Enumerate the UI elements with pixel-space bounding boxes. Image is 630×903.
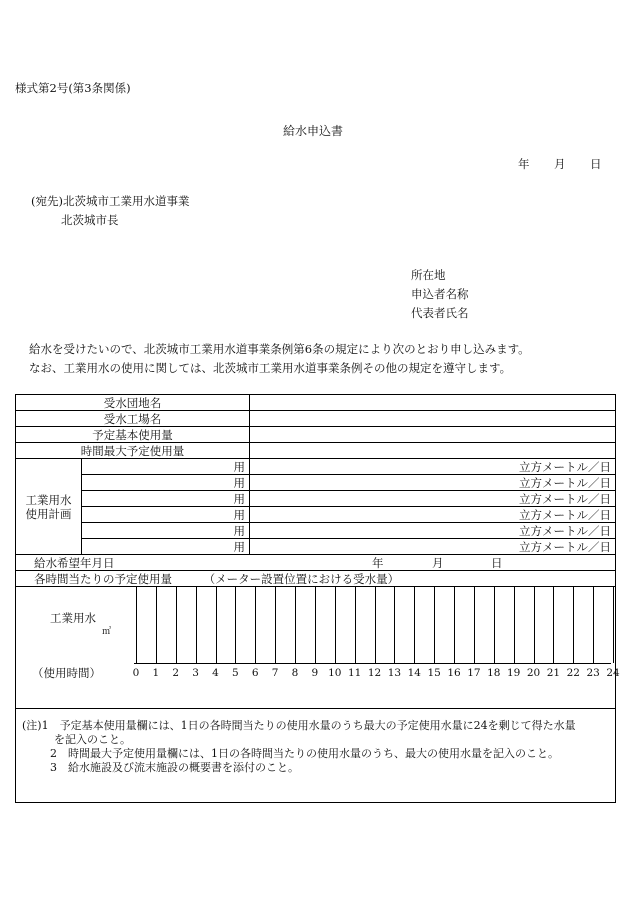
hour-grid-line	[434, 587, 435, 663]
usage-amount-4[interactable]: 立方メートル／日	[250, 507, 616, 523]
hour-label: 15	[427, 667, 441, 679]
m3-unit: ㎥	[102, 627, 112, 637]
hour-label: 2	[172, 667, 180, 679]
hour-grid-line	[176, 587, 177, 663]
hour-grid-line	[315, 587, 316, 663]
hour-label: 1	[152, 667, 160, 679]
usage-purpose-3[interactable]: 用	[82, 491, 250, 507]
addressee-line2: 北茨城市長	[61, 213, 119, 227]
usage-purpose-2[interactable]: 用	[82, 475, 250, 491]
notes-cell	[16, 709, 616, 803]
hour-grid-line	[355, 587, 356, 663]
hour-label: 7	[271, 667, 279, 679]
hour-grid-line	[534, 587, 535, 663]
usage-plan-label-2: 使用計画	[25, 506, 72, 521]
usage-purpose-5[interactable]: 用	[82, 523, 250, 539]
note-1b: を記入のこと。	[54, 733, 131, 746]
hour-label: 18	[487, 667, 501, 679]
hourly-usage-label: 各時間当たりの予定使用量	[34, 571, 172, 586]
hourly-usage-note: （メーター設置位置における受水量）	[203, 571, 400, 586]
hour-label: 5	[232, 667, 239, 679]
hour-grid-line	[593, 587, 594, 663]
receive-area-label: 受水団地名	[16, 395, 250, 411]
usage-purpose-1[interactable]: 用	[82, 459, 250, 475]
hour-grid-line	[275, 587, 276, 663]
form-number: 様式第2号(第3条関係)	[15, 81, 131, 95]
application-table	[15, 394, 620, 803]
hour-label: 10	[328, 667, 342, 679]
hour-grid-line	[255, 587, 256, 663]
usage-purpose-6[interactable]: 用	[82, 539, 250, 555]
hour-grid-line	[196, 587, 197, 663]
usage-plan-label-1: 工業用水	[25, 492, 72, 507]
applicant-rep: 代表者氏名	[411, 306, 469, 320]
hour-label: 22	[566, 667, 580, 679]
hour-grid-line	[295, 587, 296, 663]
hope-year: 年	[372, 556, 384, 570]
hour-grid-line	[156, 587, 157, 663]
water-label: 工業用水	[50, 611, 96, 625]
planned-basic-label: 予定基本使用量	[16, 427, 250, 443]
receive-factory-label: 受水工場名	[16, 411, 250, 427]
hour-grid-line	[394, 587, 395, 663]
hourly-usage-grid[interactable]	[16, 587, 620, 709]
intro-line2: なお、工業用水の使用に関しては、北茨城市工業用水道事業条例その他の規定を遵守します。	[29, 361, 512, 375]
hope-date-row[interactable]	[16, 555, 616, 571]
hour-grid-line	[235, 587, 236, 663]
hope-month: 月	[432, 556, 444, 570]
note-2: 2 時間最大予定使用量欄には、1日の各時間当たりの使用水量のうち、最大の使用水量を記入のこと。	[50, 747, 559, 760]
hour-label: 8	[291, 667, 299, 679]
hour-grid-line	[375, 587, 376, 663]
applicant-address: 所在地	[411, 268, 446, 282]
hourly-max-field[interactable]	[250, 443, 616, 459]
hourly-bars	[134, 587, 611, 664]
hour-grid-line	[454, 587, 455, 663]
hour-label: 13	[387, 667, 402, 679]
hour-label: 3	[192, 667, 199, 679]
hour-label: 24	[606, 667, 620, 679]
usage-plan-label	[16, 459, 82, 555]
applicant-name: 申込者名称	[411, 287, 469, 301]
hour-grid-line	[335, 587, 336, 663]
planned-basic-field[interactable]	[250, 427, 616, 443]
hour-grid-line	[474, 587, 475, 663]
hour-label: 14	[407, 667, 421, 679]
hour-grid-line	[216, 587, 217, 663]
date-month: 月	[554, 157, 566, 171]
note-1a: (注)1 予定基本使用量欄には、1日の各時間当たりの使用水量のうち最大の予定使用水量に24を剰じて得た水量	[22, 719, 576, 732]
usage-amount-2[interactable]: 立方メートル／日	[250, 475, 616, 491]
hour-label: 19	[506, 667, 521, 679]
usage-purpose-4[interactable]: 用	[82, 507, 250, 523]
hour-label: 9	[311, 667, 319, 679]
hour-label: 0	[132, 667, 140, 679]
hour-label: 12	[367, 667, 382, 679]
hour-label: 17	[467, 667, 481, 679]
hour-grid-line	[136, 587, 137, 663]
hour-label: 6	[251, 667, 259, 679]
hour-grid-line	[553, 587, 554, 663]
hourly-max-label: 時間最大予定使用量	[16, 443, 250, 459]
hour-grid-line	[414, 587, 415, 663]
hour-grid-line	[494, 587, 495, 663]
usage-amount-3[interactable]: 立方メートル／日	[250, 491, 616, 507]
hour-grid-line	[613, 587, 614, 663]
hour-label: 16	[447, 667, 461, 679]
hour-grid-line	[514, 587, 515, 663]
hour-label: 20	[526, 667, 541, 679]
receive-area-field[interactable]	[250, 395, 616, 411]
hour-grid-line	[573, 587, 574, 663]
usage-amount-1[interactable]: 立方メートル／日	[250, 459, 616, 475]
note-3: 3 給水施設及び流末施設の概要書を添付のこと。	[50, 761, 299, 774]
hour-label: 4	[212, 667, 219, 679]
addressee-line1: (宛先)北茨城市工業用水道事業	[31, 194, 190, 208]
hour-label: 11	[347, 667, 362, 679]
hope-date-label: 給水希望年月日	[34, 555, 115, 570]
date-day: 日	[590, 157, 602, 171]
date-year: 年	[518, 157, 530, 171]
receive-factory-field[interactable]	[250, 411, 616, 427]
hourly-usage-header	[16, 571, 616, 587]
intro-line1: 給水を受けたいので、北茨城市工業用水道事業条例第6条の規定により次のとおり申し込みます。	[29, 342, 530, 356]
hour-label: 23	[586, 667, 600, 679]
use-time-label: （使用時間）	[32, 666, 101, 680]
page-title: 給水申込書	[283, 124, 344, 138]
usage-amount-5[interactable]: 立方メートル／日	[250, 523, 616, 539]
usage-amount-6[interactable]: 立方メートル／日	[250, 539, 616, 555]
hope-day: 日	[491, 556, 503, 570]
hour-label: 21	[546, 667, 561, 679]
